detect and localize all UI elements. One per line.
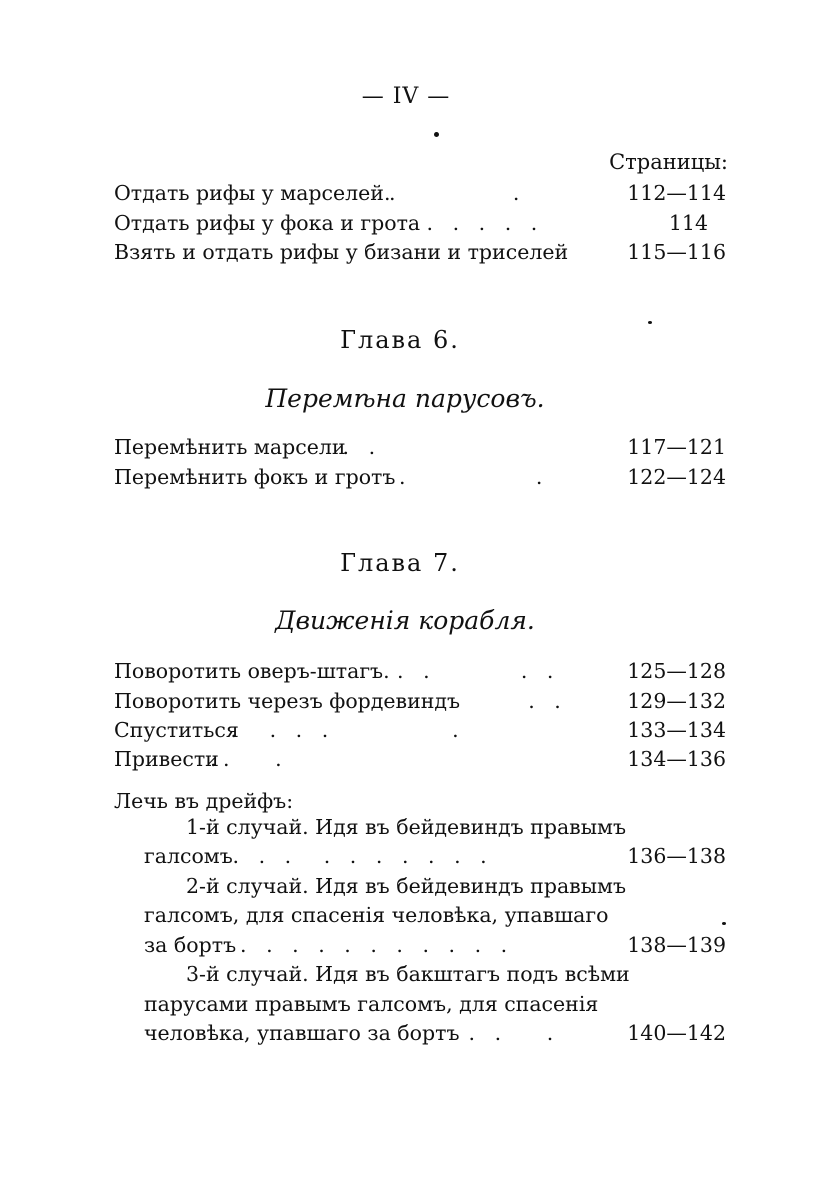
- leader-dots: . . . . . . . . . .: [226, 844, 487, 868]
- case-line: 2-й случай. Идя въ бейдевиндъ правымъ: [186, 874, 627, 898]
- entry-pages: 136—138: [627, 844, 726, 868]
- ink-speck: [648, 321, 652, 324]
- chapter-heading: [0, 326, 800, 354]
- drift-heading: Лечь въ дрейфъ:: [114, 789, 294, 813]
- leader-dots: . . . . .: [224, 718, 459, 742]
- chapter-heading: [0, 549, 800, 577]
- entry-title: Отдать рифы у марселей.: [114, 181, 391, 205]
- chapter-subtitle: Перемѣна парусовъ.: [265, 384, 545, 413]
- toc-entry: [114, 237, 726, 267]
- entry-title: Перемѣнить марсели: [114, 435, 346, 459]
- toc-entry: [114, 686, 726, 716]
- entry-pages: 129—132: [627, 689, 726, 713]
- leader-dots: . . . .: [384, 659, 554, 683]
- case-line: галсомъ, для спасенія человѣка, упавшаго: [144, 903, 609, 927]
- toc-entry: [114, 432, 726, 462]
- entry-title: за бортъ: [144, 933, 237, 957]
- case-line: парусами правымъ галсомъ, для спасенія: [144, 992, 599, 1016]
- entry-title: Перемѣнить фокъ и гротъ: [114, 465, 396, 489]
- chapter-subtitle: Движенія корабля.: [275, 606, 535, 635]
- toc-entry: [114, 744, 726, 774]
- entry-pages: 125—128: [627, 659, 726, 683]
- leader-dots: . .: [450, 689, 561, 713]
- entry-pages: 114: [668, 211, 708, 235]
- toc-entry: [114, 715, 726, 745]
- entry-pages: 112—114: [627, 181, 726, 205]
- entry-pages: 140—142: [627, 1021, 726, 1045]
- entry-title: Поворотить оверъ-штагъ.: [114, 659, 390, 683]
- case-line: 3-й случай. Идя въ бакштагъ подъ всѣми: [186, 962, 630, 986]
- toc-entry: [114, 656, 726, 686]
- toc-entry: [114, 462, 726, 492]
- toc-entry: [114, 208, 726, 238]
- entry-title: Спуститься: [114, 718, 239, 742]
- case-line: 1-й случай. Идя въ бейдевиндъ правымъ: [186, 815, 627, 839]
- toc-entry: [144, 1018, 726, 1048]
- ink-speck: [722, 922, 726, 925]
- leader-dots: . . . . . . . . . . .: [240, 933, 508, 957]
- entry-pages: 138—139: [627, 933, 726, 957]
- entry-title: человѣка, упавшаго за бортъ: [144, 1021, 460, 1045]
- leader-dots: . .: [376, 181, 520, 205]
- entry-title: Поворотить черезъ фордевиндъ: [114, 689, 461, 713]
- pages-column-header: Страницы:: [609, 150, 728, 174]
- entry-title: Отдать рифы у фока и грота: [114, 211, 421, 235]
- entry-pages: 115—116: [627, 240, 726, 264]
- leader-dots: . . .: [210, 747, 282, 771]
- entry-title: Привести: [114, 747, 219, 771]
- entry-pages: 122—124: [627, 465, 726, 489]
- toc-entry: [144, 841, 726, 871]
- entry-pages: 134—136: [627, 747, 726, 771]
- ink-speck: [434, 132, 439, 137]
- leader-dots: . .: [336, 435, 376, 459]
- chapter-label: Глава 7.: [340, 549, 460, 577]
- entry-title: галсомъ: [144, 844, 233, 868]
- chapter-label: Глава 6.: [340, 326, 460, 354]
- entry-pages: 133—134: [627, 718, 726, 742]
- leader-dots: . .: [386, 465, 543, 489]
- leader-dots: . . . . .: [420, 211, 538, 235]
- toc-entry: [144, 930, 726, 960]
- page-number: — IV —: [361, 84, 451, 109]
- entry-pages: 117—121: [627, 435, 726, 459]
- toc-entry: [114, 178, 726, 208]
- entry-title: Взять и отдать рифы у бизани и триселей: [114, 240, 569, 264]
- leader-dots: . . .: [462, 1021, 554, 1045]
